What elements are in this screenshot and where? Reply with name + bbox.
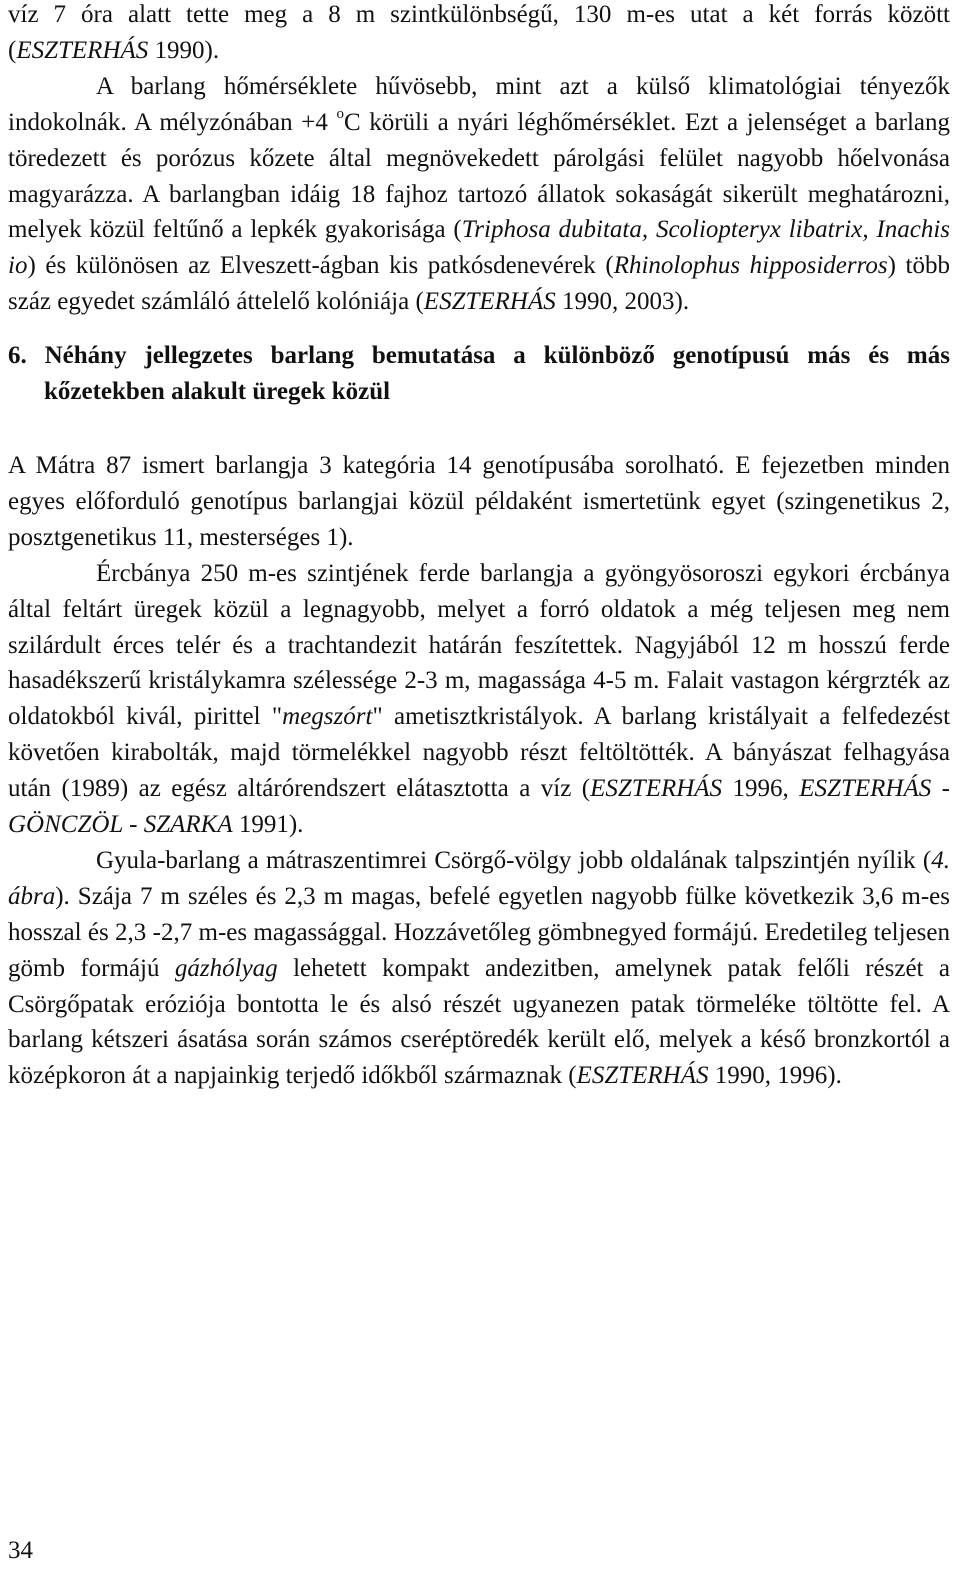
degree-superscript: o xyxy=(336,106,344,123)
species-names: Triphosa dubitata, Scoliopteryx libatrix, Inachis io xyxy=(8,216,950,280)
text-run: C körüli a nyári léghőmérséklet. Ezt a jelenséget a barlang töredezett és porózus kőzete által megnövekedett párolgási felület nagyobb hőelvonása magyarázza. A barlangban idáig 18 fajhoz tartozó állatok sokaságát sikerült meghatározni, melyek közül feltűnő a lepkék gyakorisága ( xyxy=(8,108,950,244)
text-run: lehetett kompakt andezitben, amelynek patak felőli részét a Csörgőpatak eróziója bontotta le és alsó részét ugyanezen patak törmeléke töltötte fel. A barlang kétszeri ásatása során számos cseréptöredék került elő, melyek a késő bronzkortól a középkoron át a napjainkig terjedő időkből származnak ( xyxy=(8,954,950,1090)
text-run: ). Szája 7 m széles és 2,3 m magas, befelé egyetlen nagyobb fülke következik 3,6 m-es hosszal és 2,3 -2,7 m-es magassággal. Hozzávetőleg gömbnegyed formájú. Eredetileg teljesen gömb formájú xyxy=(8,882,950,982)
text-run: 1990, 1996). xyxy=(708,1062,842,1090)
text-run: 1991). xyxy=(232,811,304,839)
citation-author: ESZTERHÁS xyxy=(576,1062,709,1090)
text-run: Gyula-barlang a mátraszentimrei Csörgő-völgy jobb oldalának talpszintjén nyílik ( xyxy=(96,846,932,874)
text-run: " ametisztkristályok. A barlang kristályait a felfedezést követően kirabolták, majd törmelékkel nagyobb részt feltöltötték. A bányászat felhagyása után (1989) az egész altárórendszert elátasztotta a víz ( xyxy=(8,703,951,803)
text-run: 1990). xyxy=(148,36,220,64)
citation-author: ESZTERHÁS xyxy=(590,775,723,803)
figure-reference: 4. ábra xyxy=(8,846,950,910)
paragraph-gyula-cave xyxy=(8,843,950,1094)
page-number: 34 xyxy=(8,1537,33,1564)
quoted-term: megszórt xyxy=(282,703,373,731)
text-run: 1996, xyxy=(722,775,800,803)
text-run: ) és különösen az Elveszett-ágban kis patkósdenevérek ( xyxy=(27,252,614,280)
italic-term: gázhólyag xyxy=(174,954,278,982)
section-heading: 6. Néhány jellegzetes barlang bemutatása a különböző genotípusú más és más kőzetekben alakult üregek közül xyxy=(8,342,950,406)
citation-author: ESZTERHÁS xyxy=(16,36,149,64)
text-run: ) több száz egyedet számláló áttelelő kolóniája ( xyxy=(8,252,950,316)
paragraph-ore-mine-cave xyxy=(8,556,950,843)
paragraph-cave-climate xyxy=(8,69,950,320)
text-run: A barlang hőmérséklete hűvösebb, mint azt a külső klimatológiai tényezők indokolnák. A mélyzónában +4 xyxy=(8,72,950,136)
text-run: 1990, 2003). xyxy=(555,288,690,316)
text-run: Ércbánya 250 m-es szintjének ferde barlangja a gyöngyösoroszi egykori ércbánya által feltárt üregek közül a legnagyobb, melyet a forró oldatok a még teljesen meg nem szilárdult érces telér és a trachtandezit határán feszítettek. Nagyjából 12 m hosszú ferde hasadékszerű kristálykamra szélessége 2-3 m, magassága 4-5 m. Falait vastagon kérgrzték az oldatokból kivál, pirittel " xyxy=(8,559,950,731)
citation-author: ESZTERHÁS xyxy=(423,288,556,316)
paragraph-spring-flow xyxy=(8,0,950,69)
paragraph-section-intro: A Mátra 87 ismert barlangja 3 kategória 14 genotípusába sorolható. E fejezetben minden egyes előforduló genotípus barlangjai közül példaként ismertetünk egyet (szingenetikus 2, posztgenetikus 11, mesterséges 1). xyxy=(8,451,950,551)
species-names: Rhinolophus hipposiderros xyxy=(613,252,888,280)
citation-author: ESZTERHÁS - GÖNCZÖL - SZARKA xyxy=(8,775,951,839)
text-run: víz 7 óra alatt tette meg a 8 m szintkülönbségű, 130 m-es utat a két forrás között ( xyxy=(8,1,950,64)
